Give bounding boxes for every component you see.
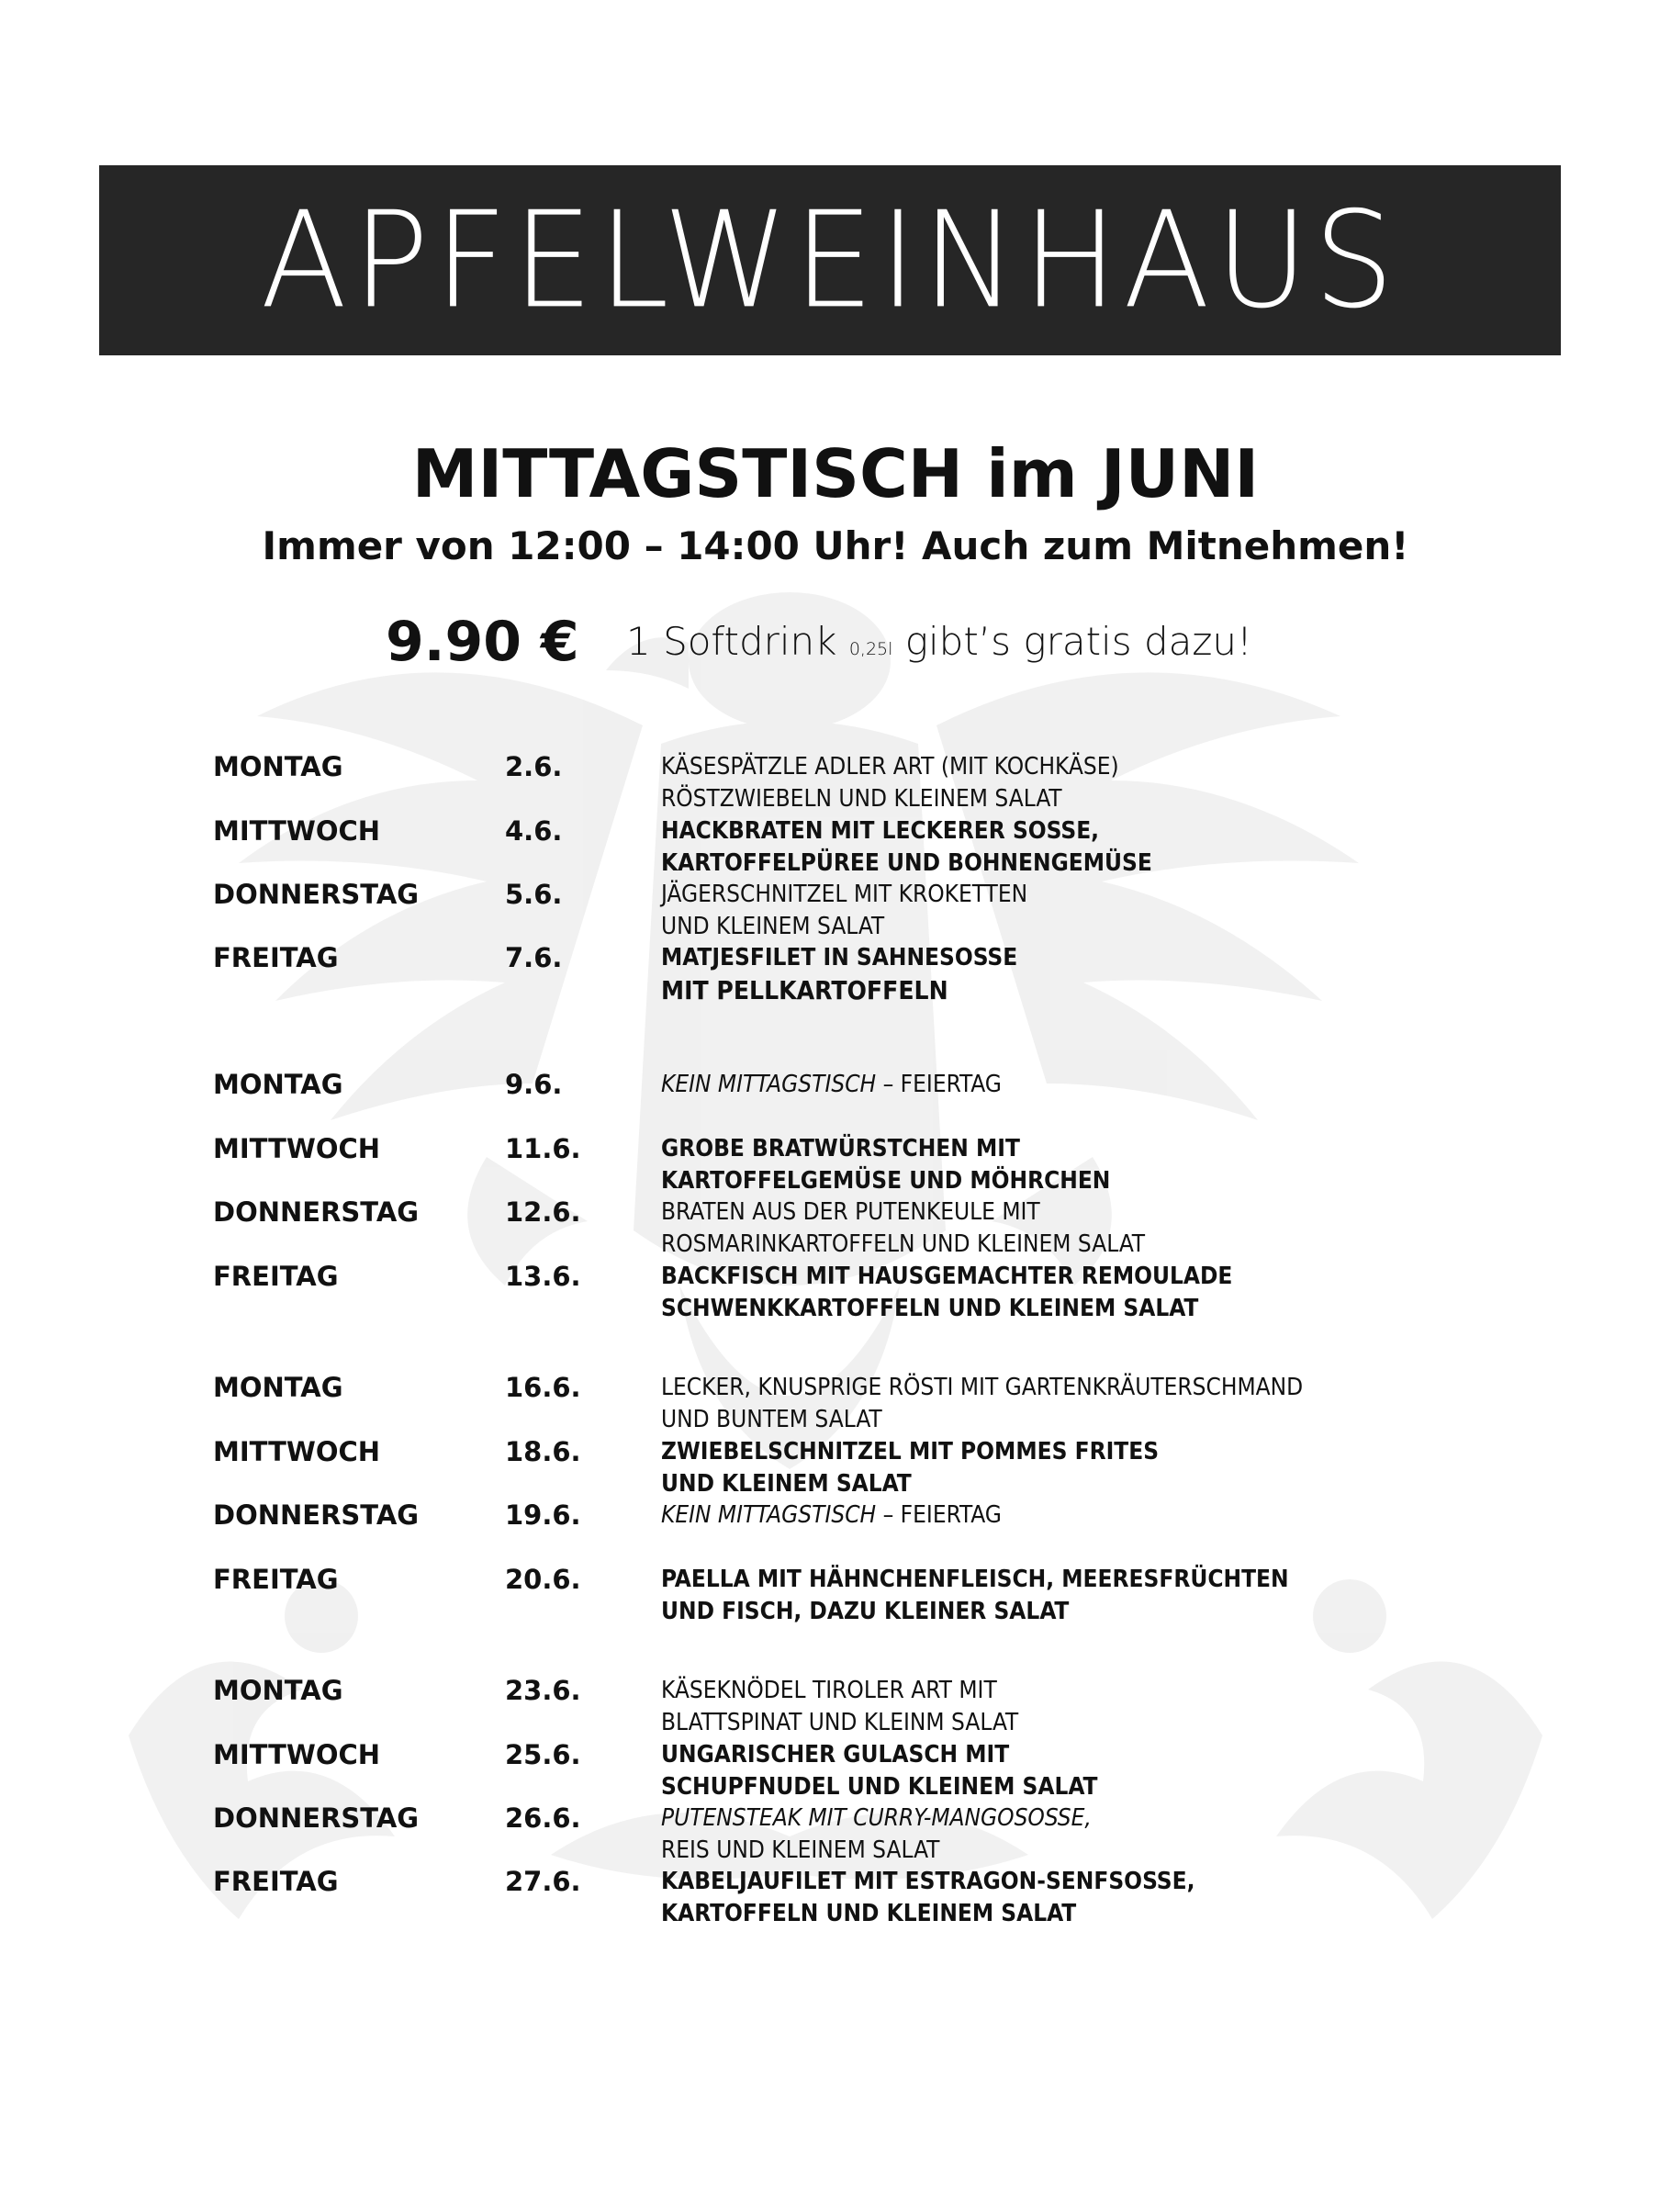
menu-date: 2.6. (505, 751, 563, 782)
menu-date: 12.6. (505, 1196, 581, 1228)
menu-dish-line: MIT PELLKARTOFFELN (661, 975, 948, 1005)
menu-date: 13.6. (505, 1261, 581, 1292)
menu-dish (661, 1436, 1159, 1500)
menu-dish-line: REIS UND KLEINEM SALAT (661, 1836, 940, 1864)
price-row (386, 610, 1396, 674)
menu-day: MONTAG (213, 1069, 343, 1100)
menu-dish-line: GROBE BRATWÜRSTCHEN MIT (661, 1135, 1020, 1162)
menu-date: 5.6. (505, 879, 563, 910)
menu-day: MITTWOCH (213, 1739, 381, 1770)
logo: APFELWEINHAUS (260, 182, 1400, 338)
menu-dish-line: PAELLA MIT HÄHNCHENFLEISCH, MEERESFRÜCHTEN (661, 1566, 1289, 1593)
menu-dish (661, 1499, 1002, 1532)
menu-dish-line: KEIN MITTAGSTISCH – FEIERTAG (661, 1071, 1002, 1098)
price: 9.90 € (386, 610, 579, 674)
menu-dish (661, 1261, 1232, 1325)
softdrink-note: 1 Softdrink 0,25l gibt’s gratis dazu! (626, 619, 1252, 664)
menu-day: FREITAG (213, 1866, 339, 1897)
menu-date: 11.6. (505, 1133, 581, 1164)
menu-dish-line: LECKER, KNUSPRIGE RÖSTI MIT GARTENKRÄUTERSCHMAND (661, 1374, 1304, 1401)
menu-day: MITTWOCH (213, 815, 381, 847)
menu-date: 16.6. (505, 1372, 581, 1403)
menu-day: MITTWOCH (213, 1133, 381, 1164)
menu-day: MONTAG (213, 751, 343, 782)
menu-dish (661, 751, 1119, 815)
menu-dish (661, 1564, 1289, 1628)
menu-dish-line: MATJESFILET IN SAHNESOSSE (661, 944, 1018, 971)
menu-dish (661, 1133, 1110, 1197)
menu-date: 7.6. (505, 942, 563, 973)
menu-date: 20.6. (505, 1564, 581, 1595)
menu-date: 27.6. (505, 1866, 581, 1897)
menu-day: FREITAG (213, 942, 339, 973)
menu-date: 19.6. (505, 1499, 581, 1531)
menu-dish (661, 942, 1017, 1006)
menu-dish-line: KÄSEKNÖDEL TIROLER ART MIT (661, 1677, 997, 1704)
menu-dish (661, 1866, 1194, 1930)
menu-dish-line: HACKBRATEN MIT LECKERER SOSSE, (661, 817, 1100, 845)
menu-dish-line: UND KLEINEM SALAT (661, 913, 885, 940)
menu-dish (661, 1802, 1092, 1867)
menu-dish-line: BACKFISCH MIT HAUSGEMACHTER REMOULADE (661, 1263, 1233, 1290)
menu-dish (661, 815, 1152, 880)
menu-dish-line: UND KLEINEM SALAT (661, 1470, 912, 1498)
menu-dish (661, 1739, 1097, 1803)
menu-dish (661, 1372, 1303, 1436)
menu-dish (661, 1196, 1145, 1261)
menu-dish-line: SCHWENKKARTOFFELN UND KLEINEM SALAT (661, 1295, 1199, 1322)
menu-dish-line: KARTOFFELGEMÜSE UND MÖHRCHEN (661, 1167, 1111, 1195)
menu-date: 9.6. (505, 1069, 563, 1100)
menu-date: 23.6. (505, 1675, 581, 1706)
menu-day: DONNERSTAG (213, 1499, 420, 1531)
menu-dish-line: KEIN MITTAGSTISCH – FEIERTAG (661, 1501, 1002, 1529)
menu-date: 26.6. (505, 1802, 581, 1834)
menu-dish-line: ROSMARINKARTOFFELN UND KLEINEM SALAT (661, 1230, 1146, 1258)
menu-dish-line: KARTOFFELPÜREE UND BOHNENGEMÜSE (661, 849, 1152, 877)
menu-dish-line: JÄGERSCHNITZEL MIT KROKETTEN (661, 881, 1028, 908)
menu-date: 18.6. (505, 1436, 581, 1467)
menu-dish-line: KABELJAUFILET MIT ESTRAGON-SENFSOSSE, (661, 1868, 1195, 1895)
menu-dish-line: RÖSTZWIEBELN UND KLEINEM SALAT (661, 785, 1062, 813)
menu-dish (661, 1675, 1018, 1739)
menu-day: MONTAG (213, 1675, 343, 1706)
menu-dish-line: BRATEN AUS DER PUTENKEULE MIT (661, 1198, 1040, 1226)
menu-dish-line: ZWIEBELSCHNITZEL MIT POMMES FRITES (661, 1438, 1160, 1465)
menu-dish-line: UND BUNTEM SALAT (661, 1406, 882, 1433)
menu-date: 4.6. (505, 815, 563, 847)
menu-dish (661, 879, 1027, 943)
menu-day: DONNERSTAG (213, 1196, 420, 1228)
page-subtitle: Immer von 12:00 – 14:00 Uhr! Auch zum Mitnehmen! (262, 523, 1409, 568)
menu-day: FREITAG (213, 1261, 339, 1292)
menu-dish-line: PUTENSTEAK MIT CURRY-MANGOSOSSE, (661, 1804, 1092, 1832)
menu-date: 25.6. (505, 1739, 581, 1770)
page-title: MITTAGSTISCH im JUNI (411, 435, 1260, 512)
menu-day: DONNERSTAG (213, 879, 420, 910)
menu-dish-line: UNGARISCHER GULASCH MIT (661, 1741, 1010, 1768)
menu-dish-line: BLATTSPINAT UND KLEINM SALAT (661, 1709, 1019, 1736)
menu-dish-line: SCHUPFNUDEL UND KLEINEM SALAT (661, 1773, 1098, 1801)
menu-day: DONNERSTAG (213, 1802, 420, 1834)
menu-dish-line: UND FISCH, DAZU KLEINER SALAT (661, 1598, 1070, 1625)
menu-day: FREITAG (213, 1564, 339, 1595)
menu-dish (661, 1069, 1002, 1101)
menu-day: MONTAG (213, 1372, 343, 1403)
menu-dish-line: KARTOFFELN UND KLEINEM SALAT (661, 1900, 1077, 1927)
menu-day: MITTWOCH (213, 1436, 381, 1467)
menu-dish-line: KÄSESPÄTZLE ADLER ART (MIT KOCHKÄSE) (661, 753, 1119, 780)
